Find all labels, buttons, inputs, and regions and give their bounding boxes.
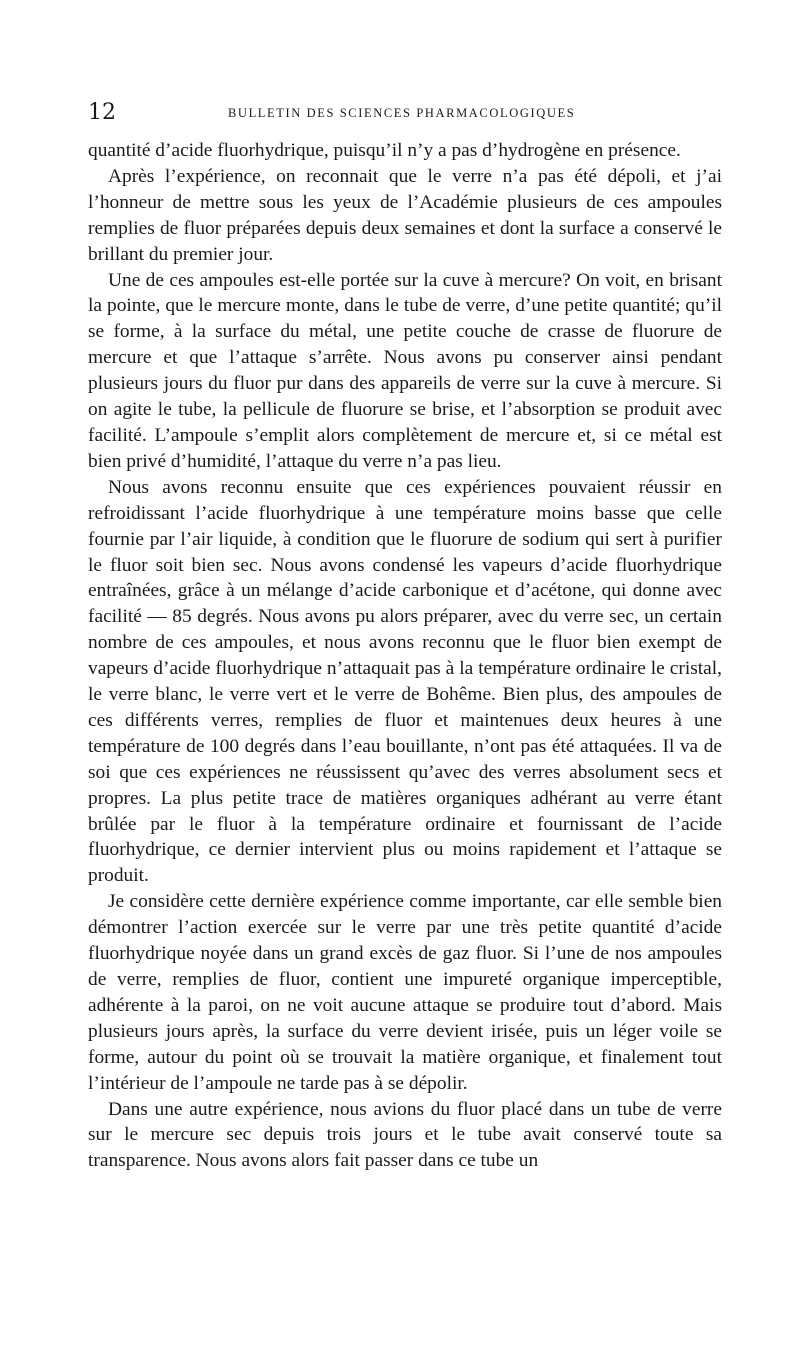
journal-title: BULLETIN DES SCIENCES PHARMACOLOGIQUES bbox=[228, 106, 576, 120]
page-number: 12 bbox=[88, 100, 116, 125]
running-header bbox=[88, 100, 722, 126]
paragraph-continuation: quantité d’acide fluorhydrique, puisqu’il n’y a pas d’hydrogène en présence. bbox=[88, 140, 681, 161]
book-page bbox=[88, 100, 722, 1174]
paragraph-cooling-experiment: Nous avons reconnu ensuite que ces expériences pouvaient réussir en refroidissant l’acide fluorhydrique à une température moins basse que celle fournie par l’air liquide, à condition que le fluorure de sodium qui sert à purifier le fluor soit bien sec. Nous avons condensé les vapeurs d’acide fluorhydrique entraînées, grâce à un mélange d’acide carbonique et d’acétone, qui donne avec facilité — 85 degrés. Nous avons pu alors préparer, avec du verre sec, un certain nombre de ces ampoules, et nous avons reconnu que le fluor bien exempt de vapeurs d’acide fluorhydrique n’attaquait pas à la température ordinaire le cristal, le verre blanc, le verre vert et le verre de Bohême. Bien plus, des ampoules de ces différents verres, remplies de fluor et maintenues deux heures à une température de 100 degrés dans l’eau bouillante, n’ont pas été attaquées. Il va de soi que ces expériences ne réussissent qu’avec des verres absolument secs et propres. La plus petite trace de matières organiques adhérant au verre étant brûlée par le fluor à la température ordinaire et fournissant de l’acide fluorhydrique, ce dernier intervient plus ou moins rapidement et l’attaque se produit. bbox=[88, 476, 722, 887]
paragraph-another-experiment: Dans une autre expérience, nous avions du fluor placé dans un tube de verre sur le mercure sec depuis trois jours et le tube avait conservé toute sa transparence. Nous avons alors fait passer dans ce tube un bbox=[88, 1098, 722, 1172]
paragraph-important-experiment: Je considère cette dernière expérience comme importante, car elle semble bien démontrer l’action exercée sur le verre par une très petite quantité d’acide fluorhydrique noyée dans un grand excès de gaz fluor. Si l’une de nos ampoules de verre, remplies de fluor, contient une impureté organique imperceptible, adhérente à la paroi, on ne voit aucune attaque se produire tout d’abord. Mais plusieurs jours après, la surface du verre devient irisée, puis un léger voile se forme, autour du point où se trouvait la matière organique, et finalement tout l’intérieur de l’ampoule ne tarde pas à se dépolir. bbox=[88, 891, 722, 1094]
paragraph-mercury-cuve: Une de ces ampoules est-elle portée sur la cuve à mercure? On voit, en brisant la pointe, que le mercure monte, dans le tube de verre, d’une petite quantité; qu’il se forme, à la surface du métal, une petite couche de crasse de fluorure de mercure et que l’attaque s’arrête. Nous avons pu conserver ainsi pendant plusieurs jours du fluor pur dans des appareils de verre sur la cuve à mercure. Si on agite le tube, la pellicule de fluorure se brise, et l’absorption se produit avec facilité. L’ampoule s’emplit alors complètement de mercure et, si ce métal est bien privé d’humidité, l’attaque du verre n’a pas lieu. bbox=[88, 269, 722, 472]
body-text bbox=[88, 138, 722, 1174]
paragraph-experience-result: Après l’expérience, on reconnait que le verre n’a pas été dépoli, et j’ai l’honneur de mettre sous les yeux de l’Académie plusieurs de ces ampoules remplies de fluor préparées depuis deux semaines et dont la surface a conservé le brillant du premier jour. bbox=[88, 165, 722, 265]
